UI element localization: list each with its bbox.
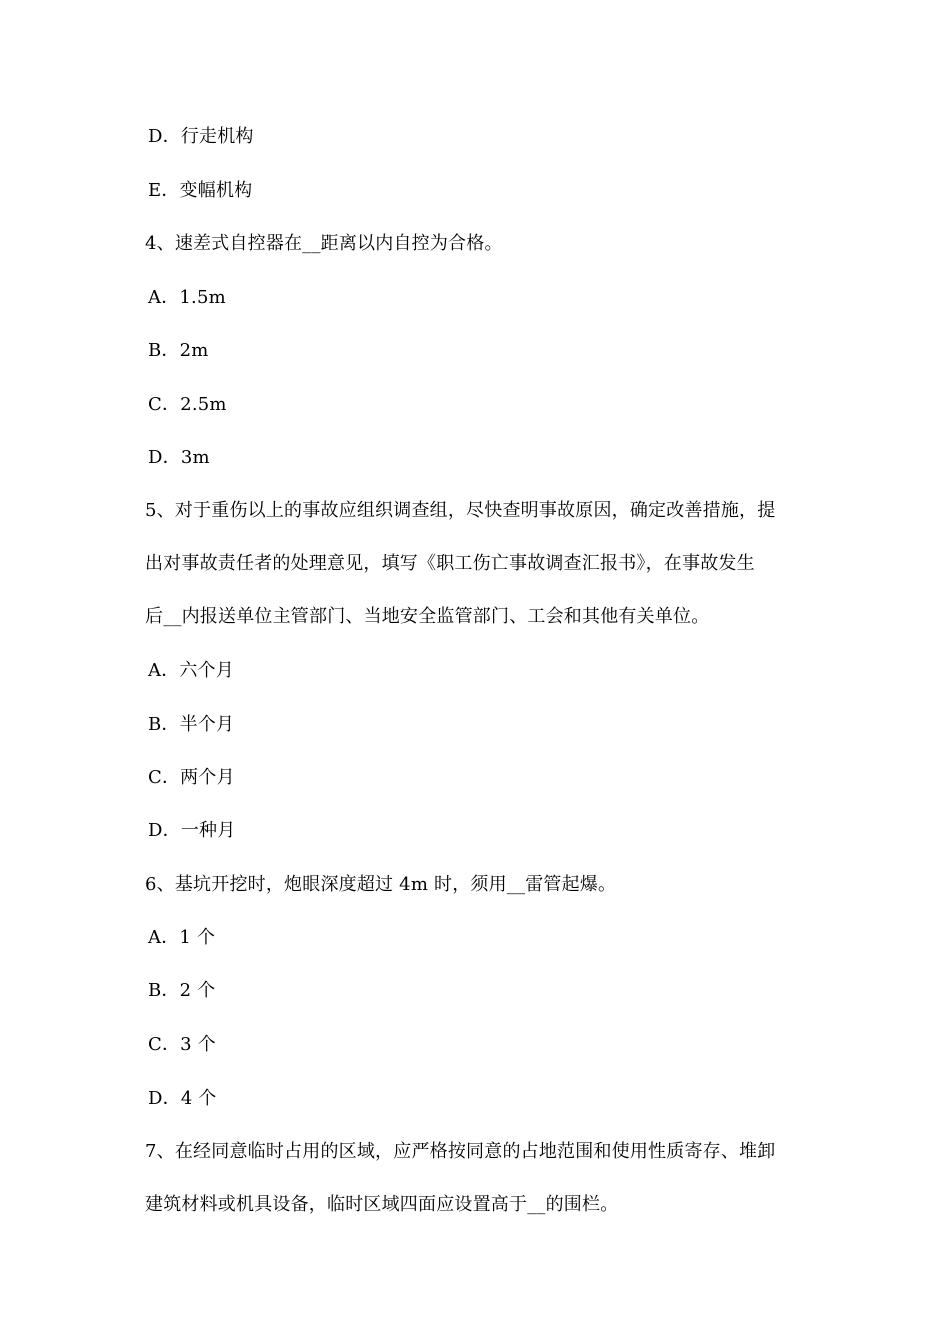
question-line: 5、对于重伤以上的事故应组织调查组，尽快查明事故原因，确定改善措施，提 bbox=[145, 500, 776, 521]
question-line: 6、基坑开挖时，炮眼深度超过 4m 时，须用__雷管起爆。 bbox=[145, 874, 617, 895]
option-line: B．2m bbox=[148, 340, 209, 361]
question-line: 出对事故责任者的处理意见，填写《职工伤亡事故调查汇报书》，在事故发生 bbox=[145, 553, 755, 574]
option-line: B．2 个 bbox=[148, 980, 216, 1001]
option-line: D．行走机构 bbox=[148, 126, 254, 147]
option-line: D．3m bbox=[148, 447, 210, 468]
question-line: 7、在经同意临时占用的区域，应严格按同意的占地范围和使用性质寄存、堆卸 bbox=[145, 1141, 776, 1162]
option-line: E．变幅机构 bbox=[148, 180, 253, 201]
question-line: 后__内报送单位主管部门、当地安全监管部门、工会和其他有关单位。 bbox=[145, 606, 710, 627]
option-line: A．1 个 bbox=[148, 927, 216, 948]
option-line: A．1.5m bbox=[148, 287, 226, 308]
option-line: D．一种月 bbox=[148, 820, 236, 841]
option-line: A．六个月 bbox=[148, 660, 234, 681]
option-line: B．半个月 bbox=[148, 714, 235, 735]
option-line: C．3 个 bbox=[148, 1034, 216, 1055]
option-line: D．4 个 bbox=[148, 1088, 217, 1109]
question-line: 4、速差式自控器在__距离以内自控为合格。 bbox=[145, 233, 503, 254]
option-line: C．两个月 bbox=[148, 767, 235, 788]
question-line: 建筑材料或机具设备，临时区域四面应设置高于__的围栏。 bbox=[145, 1194, 619, 1215]
option-line: C．2.5m bbox=[148, 394, 227, 415]
